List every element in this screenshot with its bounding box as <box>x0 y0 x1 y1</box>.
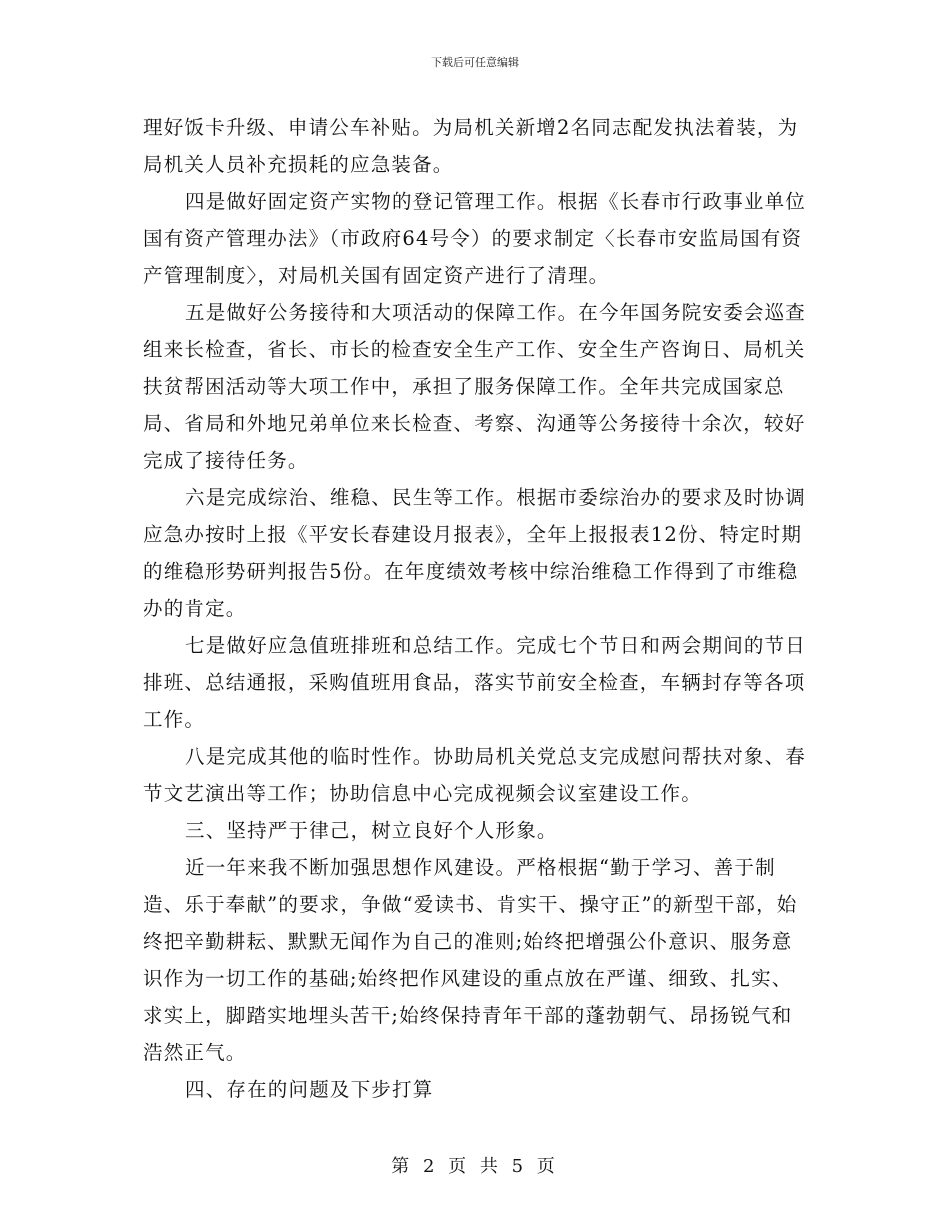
section-heading-3: 三、坚持严于律己，树立良好个人形象。 <box>185 819 558 842</box>
page-number: 第 2 页 共 5 页 <box>391 1156 559 1177</box>
paragraph-conduct: 近一年来我不断加强思想作风建设。严格根据“勤于学习、善于制造、乐于奉献”的要求，争做“爱读书、肯实干、操守正”的新型干部，始终把辛勤耕耘、默默无闻作为自己的准则;始终把增强公仆意识、服务意识作为一切工作的基础;始终把作风建设的重点放在严谨、细致、扎实、求实上，脚踏实地埋头苦干;始终保持青年干部的蓬勃朝气、昂扬锐气和浩然正气。 <box>143 856 798 1064</box>
paragraph-continuation: 理好饭卡升级、申请公车补贴。为局机关新增2名同志配发执法着装，为局机关人员补充损耗的应急装备。 <box>143 116 799 176</box>
paragraph-item-4: 四是做好固定资产实物的登记管理工作。根据《长春市行政事业单位国有资产管理办法》（市政府64号令）的要求制定〈长春市安监局国有资产管理制度〉，对局机关国有固定资产进行了清理。 <box>143 190 807 287</box>
page-header-note: 下载后可任意编辑 <box>431 56 519 69</box>
document-body <box>143 109 811 1108</box>
paragraph-item-7: 七是做好应急值班排班和总结工作。完成七个节日和两会期间的节日排班、总结通报，采购值班用食品，落实节前安全检查，车辆封存等各项工作。 <box>143 634 807 731</box>
paragraph-item-5: 五是做好公务接待和大项活动的保障工作。在今年国务院安委会巡查组来长检查，省长、市长的检查安全生产工作、安全生产咨询日、局机关扶贫帮困活动等大项工作中，承担了服务保障工作。全年共完成国家总局、省局和外地兄弟单位来长检查、考察、沟通等公务接待十余次，较好完成了接待任务。 <box>143 301 807 472</box>
paragraph-item-8: 八是完成其他的临时性作。协助局机关党总支完成慰问帮扶对象、春节文艺演出等工作；协助信息中心完成视频会议室建设工作。 <box>143 745 807 805</box>
paragraph-item-6: 六是完成综治、维稳、民生等工作。根据市委综治办的要求及时协调应急办按时上报《平安长春建设月报表》，全年上报报表12份、特定时期的维稳形势研判报告5份。在年度绩效考核中综治维稳工作得到了市维稳办的肯定。 <box>143 486 807 620</box>
section-heading-4: 四、存在的问题及下步打算 <box>185 1078 434 1101</box>
